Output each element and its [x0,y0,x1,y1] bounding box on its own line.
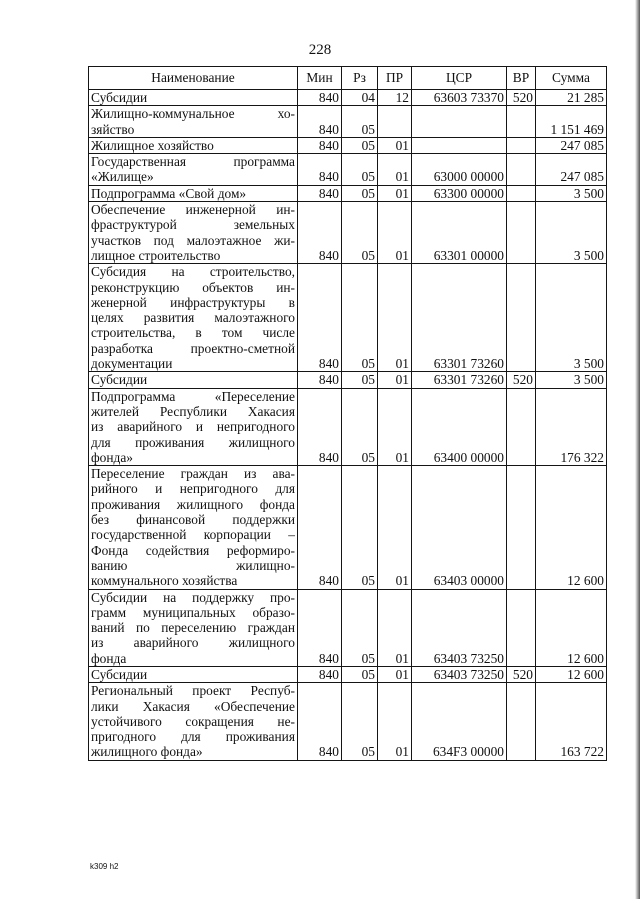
header-rz: Рз [342,67,378,90]
table-row [89,372,607,388]
name-line: разработка проектно-сметной [91,340,295,356]
row-rz: 05 [342,388,378,465]
budget-table [88,66,607,761]
row-vr [507,466,536,589]
row-csr: 63400 00000 [412,388,507,465]
name-line: Подпрограмма «Свой дом» [91,185,247,201]
row-pr: 01 [378,154,412,186]
row-csr: 63000 00000 [412,154,507,186]
name-line: рийного и непригодного для [91,481,295,497]
row-vr [507,589,536,666]
name-line: целях развития малоэтажного [91,310,295,326]
row-pr: 01 [378,589,412,666]
table-row [89,90,607,106]
row-name [89,666,298,682]
row-sum: 176 322 [536,388,607,465]
row-rz: 05 [342,683,378,760]
row-rz: 05 [342,137,378,153]
row-rz: 05 [342,466,378,589]
scan-edge-shadow [635,0,640,899]
table-row [89,466,607,589]
row-min: 840 [298,202,342,264]
row-min: 840 [298,372,342,388]
row-pr [378,106,412,138]
name-line: «Жилище» [91,169,154,185]
row-sum: 1 151 469 [536,106,607,138]
row-pr: 01 [378,388,412,465]
row-pr: 01 [378,202,412,264]
row-vr [507,106,536,138]
name-line: Подпрограмма «Переселение [91,388,295,404]
row-pr: 01 [378,372,412,388]
footer-code: k309 h2 [90,862,119,871]
page-number: 228 [308,42,332,58]
row-rz: 05 [342,202,378,264]
header-sum: Сумма [536,67,607,90]
row-vr [507,388,536,465]
table-row [89,264,607,372]
name-line: устойчивого сокращения не- [91,713,295,729]
row-pr: 01 [378,185,412,201]
header-row [89,67,607,90]
name-line: фонда [91,650,127,666]
row-sum: 3 500 [536,264,607,372]
table-row [89,589,607,666]
header-vr: ВР [507,67,536,90]
row-csr: 63301 73260 [412,372,507,388]
row-min: 840 [298,466,342,589]
name-line: Жилищно-коммунальное хо- [91,106,295,122]
row-name [89,137,298,153]
name-line: участков под малоэтажное жи- [91,232,295,248]
row-sum: 247 085 [536,154,607,186]
row-name [89,185,298,201]
row-vr [507,202,536,264]
name-line: без финансовой поддержки [91,512,295,528]
row-pr: 01 [378,137,412,153]
header-pr: ПР [378,67,412,90]
name-line: Переселение граждан из ава- [91,466,295,482]
name-line: реконструкцию объектов ин- [91,279,295,295]
row-csr: 63301 73260 [412,264,507,372]
row-pr: 01 [378,666,412,682]
name-line: ваний по переселению граждан [91,620,295,636]
name-line: Субсидии [91,90,148,105]
row-csr: 63300 00000 [412,185,507,201]
row-name [89,589,298,666]
name-line: женерной инфраструктуры в [91,294,295,310]
row-min: 840 [298,154,342,186]
table-row [89,137,607,153]
row-min: 840 [298,388,342,465]
name-line: для проживания жилищного [91,434,295,450]
row-name [89,154,298,186]
row-sum: 3 500 [536,185,607,201]
name-line: ванию жилищно- [91,557,295,573]
row-sum: 12 600 [536,589,607,666]
row-min: 840 [298,589,342,666]
header-name: Наименование [89,67,298,90]
table-row [89,202,607,264]
table-row [89,154,607,186]
row-pr: 01 [378,683,412,760]
name-line: государственной корпорации – [91,527,295,543]
name-line: пригодного для проживания [91,729,295,745]
name-line: Региональный проект Респуб- [91,683,295,699]
row-name [89,466,298,589]
row-name [89,202,298,264]
name-line: из аварийного жилищного [91,635,295,651]
row-name [89,683,298,760]
name-line: Жилищное хозяйство [91,137,214,153]
row-csr [412,106,507,138]
table-row [89,388,607,465]
row-sum: 12 600 [536,466,607,589]
row-vr: 520 [507,666,536,682]
row-csr: 634F3 00000 [412,683,507,760]
row-rz: 04 [342,90,378,106]
name-line: жилищного фонда» [91,744,203,760]
name-line: Государственная программа [91,154,295,170]
row-min: 840 [298,683,342,760]
table-body [89,90,607,761]
name-line: Субсидии на поддержку про- [91,589,295,605]
row-sum: 247 085 [536,137,607,153]
row-name [89,372,298,388]
row-rz: 05 [342,372,378,388]
row-rz: 05 [342,264,378,372]
row-csr: 63301 00000 [412,202,507,264]
row-rz: 05 [342,106,378,138]
row-sum: 163 722 [536,683,607,760]
row-name [89,388,298,465]
table-row [89,683,607,760]
name-line: Фонда содействия реформиро- [91,542,295,558]
table-row [89,106,607,138]
name-line: Субсидии [91,372,148,388]
name-line: проживания жилищного фонда [91,496,295,512]
header-min: Мин [298,67,342,90]
row-rz: 05 [342,666,378,682]
row-name [89,90,298,106]
row-sum: 21 285 [536,90,607,106]
row-csr: 63603 73370 [412,90,507,106]
row-min: 840 [298,264,342,372]
name-line: лики Хакасия «Обеспечение [91,698,295,714]
table-row [89,185,607,201]
name-line: жителей Республики Хакасия [91,403,295,419]
row-csr: 63403 73250 [412,589,507,666]
row-pr: 01 [378,264,412,372]
name-line: Субсидия на строительство, [91,264,295,280]
name-line: фонда» [91,449,133,465]
row-vr [507,154,536,186]
header-csr: ЦСР [412,67,507,90]
name-line: строительства, в том числе [91,325,295,341]
name-line: лищное строительство [91,247,221,263]
row-csr: 63403 73250 [412,666,507,682]
row-vr [507,264,536,372]
row-name [89,106,298,138]
row-min: 840 [298,137,342,153]
row-rz: 05 [342,154,378,186]
name-line: из аварийного и непригодного [91,419,295,435]
row-sum: 3 500 [536,372,607,388]
row-rz: 05 [342,589,378,666]
row-sum: 12 600 [536,666,607,682]
name-line: документации [91,356,173,372]
table-row [89,666,607,682]
row-name [89,264,298,372]
name-line: Субсидии [91,666,148,682]
row-vr [507,683,536,760]
row-vr: 520 [507,372,536,388]
name-line: Обеспечение инженерной ин- [91,202,295,218]
row-vr [507,185,536,201]
row-vr [507,137,536,153]
name-line: фраструктурой земельных [91,217,295,233]
row-min: 840 [298,90,342,106]
row-sum: 3 500 [536,202,607,264]
row-min: 840 [298,666,342,682]
name-line: грамм муниципальных образо- [91,604,295,620]
row-csr: 63403 00000 [412,466,507,589]
name-line: зяйство [91,121,135,137]
row-min: 840 [298,106,342,138]
row-rz: 05 [342,185,378,201]
row-pr: 12 [378,90,412,106]
name-line: коммунального хозяйства [91,573,238,589]
row-pr: 01 [378,466,412,589]
row-csr [412,137,507,153]
row-vr: 520 [507,90,536,106]
row-min: 840 [298,185,342,201]
